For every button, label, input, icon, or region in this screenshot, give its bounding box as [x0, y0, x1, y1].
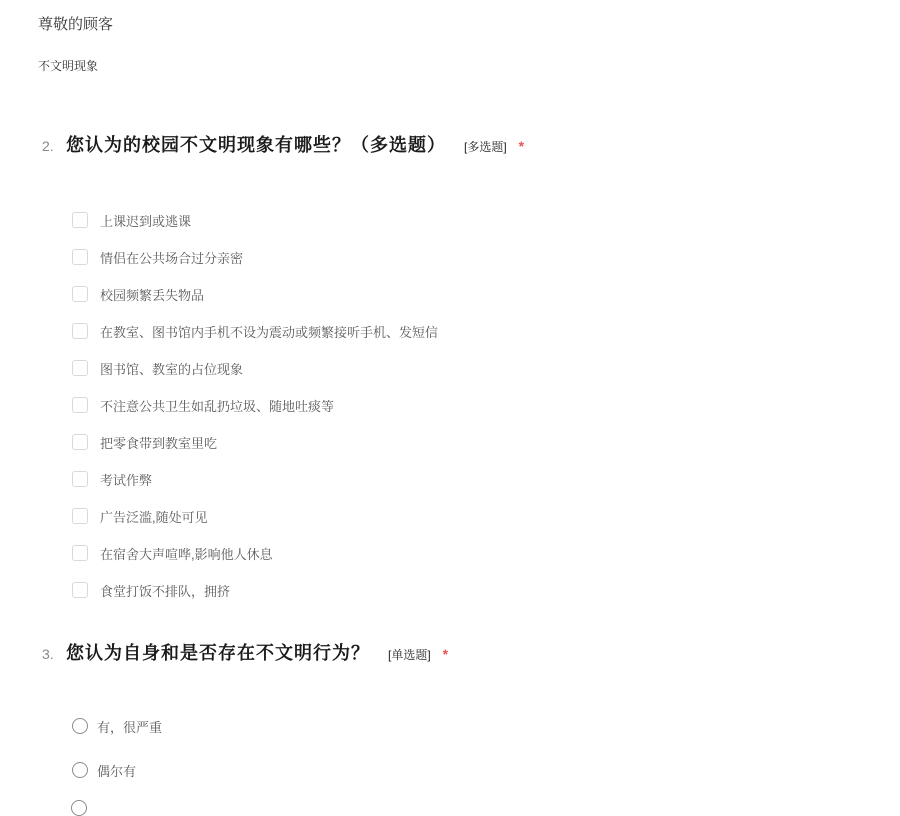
checkbox-option-label: 把零食带到教室里吃 — [100, 435, 218, 451]
checkbox-icon[interactable] — [72, 471, 88, 487]
checkbox-option-label: 情侣在公共场合过分亲密 — [100, 250, 244, 266]
checkbox-icon[interactable] — [72, 249, 88, 265]
checkbox-option[interactable] — [72, 434, 900, 450]
radio-icon[interactable] — [72, 718, 88, 734]
checkbox-icon[interactable] — [72, 582, 88, 598]
checkbox-option[interactable] — [72, 323, 900, 339]
checkbox-option-label: 图书馆、教室的占位现象 — [100, 361, 244, 377]
question-3-header — [38, 642, 900, 667]
required-asterisk: * — [518, 138, 525, 154]
checkbox-option[interactable] — [72, 582, 900, 598]
radio-option[interactable] — [72, 718, 900, 734]
checkbox-option[interactable] — [72, 545, 900, 561]
question-title: 您认为自身和是否存在不文明行为？ — [66, 643, 370, 663]
checkbox-option[interactable] — [72, 249, 900, 265]
question-number: 3. — [42, 646, 54, 662]
checkbox-icon[interactable] — [72, 508, 88, 524]
question-type-tag: [多选题] — [464, 140, 507, 154]
checkbox-icon[interactable] — [72, 323, 88, 339]
checkbox-icon[interactable] — [72, 434, 88, 450]
question-2-options — [72, 212, 900, 598]
checkbox-option-label: 不注意公共卫生如乱扔垃圾、随地吐痰等 — [100, 398, 335, 414]
question-3-options — [72, 718, 900, 816]
survey-description: 不文明现象 — [38, 59, 99, 73]
checkbox-option[interactable] — [72, 212, 900, 228]
checkbox-option-label: 上课迟到或逃课 — [100, 213, 192, 229]
question-number: 2. — [42, 138, 54, 154]
checkbox-option-label: 广告泛滥,随处可见 — [100, 509, 208, 525]
checkbox-option-label: 校园频繁丢失物品 — [100, 287, 205, 303]
checkbox-option[interactable] — [72, 286, 900, 302]
checkbox-option-label: 在教室、图书馆内手机不设为震动或频繁接听手机、发短信 — [100, 324, 439, 340]
checkbox-option-label: 在宿舍大声喧哗,影响他人休息 — [100, 546, 273, 562]
checkbox-option-label: 考试作弊 — [100, 472, 153, 488]
checkbox-option[interactable] — [72, 360, 900, 376]
radio-option-label: 有，很严重 — [97, 719, 163, 735]
greeting-text: 尊敬的顾客 — [38, 16, 114, 33]
radio-option-partial[interactable] — [71, 800, 900, 816]
checkbox-option[interactable] — [72, 508, 900, 524]
checkbox-option-label: 食堂打饭不排队，拥挤 — [100, 583, 231, 599]
checkbox-icon[interactable] — [72, 545, 88, 561]
checkbox-option[interactable] — [72, 471, 900, 487]
checkbox-icon[interactable] — [72, 286, 88, 302]
radio-icon[interactable] — [71, 800, 87, 816]
question-title: 您认为的校园不文明现象有哪些？（多选题） — [66, 135, 446, 155]
question-type-tag: [单选题] — [388, 648, 431, 662]
checkbox-icon[interactable] — [72, 397, 88, 413]
radio-option-label: 偶尔有 — [97, 763, 137, 779]
required-asterisk: * — [442, 646, 449, 662]
checkbox-icon[interactable] — [72, 212, 88, 228]
checkbox-option[interactable] — [72, 397, 900, 413]
checkbox-icon[interactable] — [72, 360, 88, 376]
question-2-header — [38, 134, 900, 159]
radio-icon[interactable] — [72, 762, 88, 778]
radio-option[interactable] — [72, 762, 900, 778]
